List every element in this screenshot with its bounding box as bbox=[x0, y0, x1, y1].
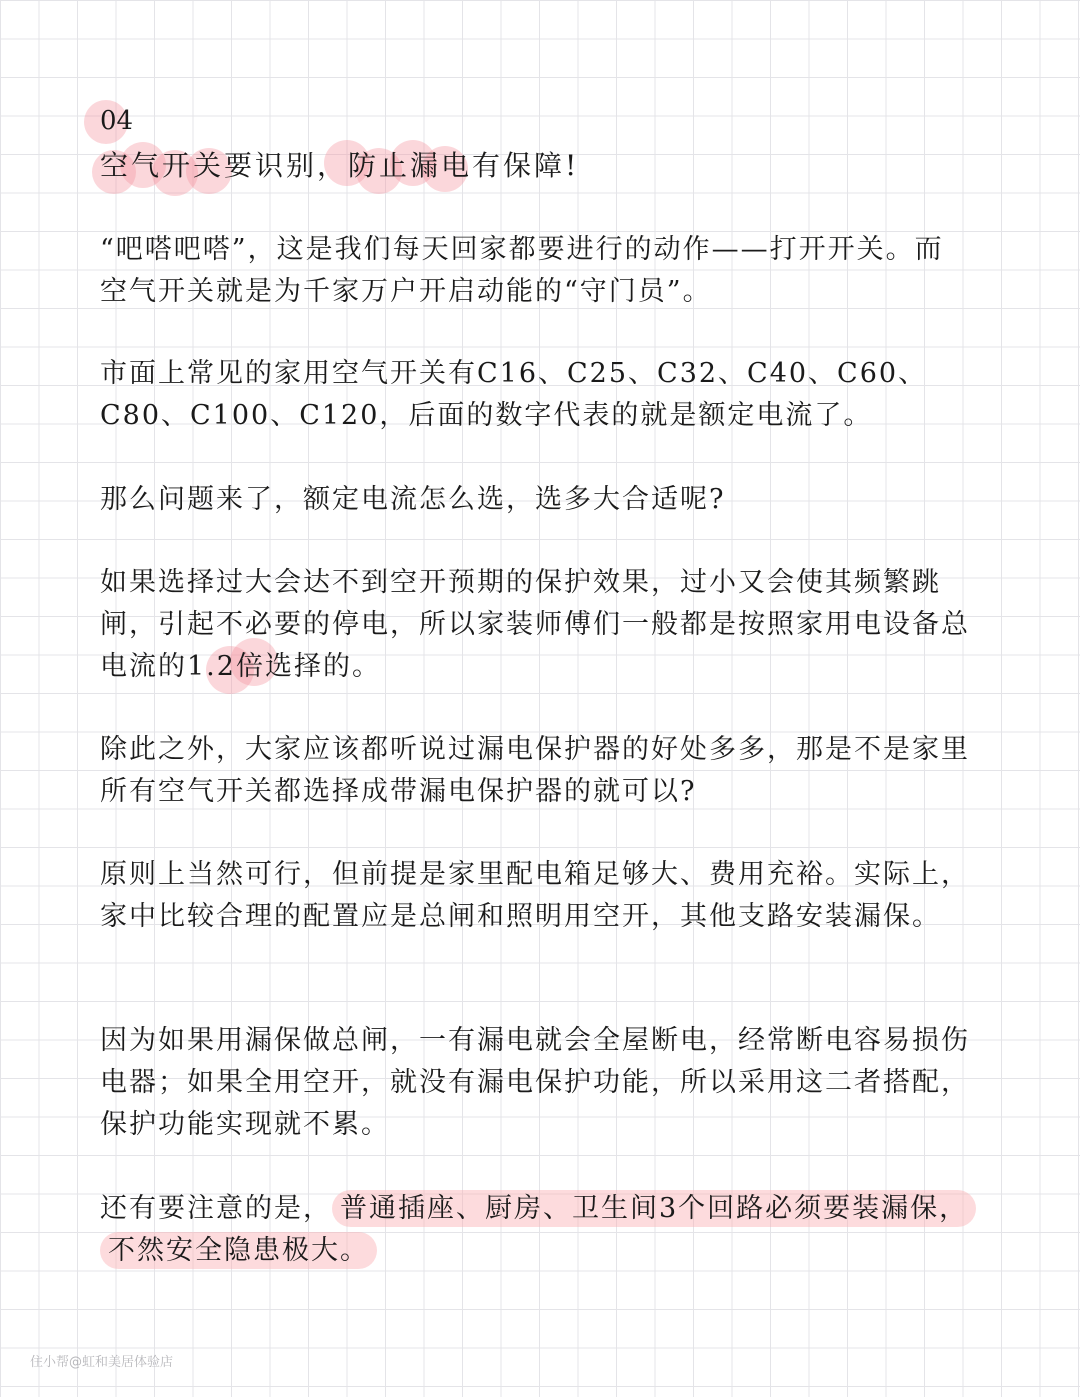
final-paragraph-prefix: 还有要注意的是， bbox=[100, 1193, 332, 1224]
paragraph-7: 因为如果用漏保做总闸，一有漏电就会全屋断电，经常断电容易损伤电器；如果全用空开，就没有漏电保护功能，所以采用这二者搭配，保护功能实现就不累。 bbox=[100, 1025, 970, 1140]
paragraph-8 bbox=[100, 1188, 970, 1272]
highlighted-warning: 普通插座、厨房、卫生间3个回路必须要装漏保，不然安全隐患极大。 bbox=[100, 1190, 976, 1269]
paragraph-3: 那么问题来了，额定电流怎么选，选多大合适呢? bbox=[100, 484, 726, 515]
watermark: 住小帮@虹和美居体验店 bbox=[30, 1355, 174, 1370]
section-title: 空气开关要识别，防止漏电有保障! bbox=[100, 149, 580, 182]
paragraph-2: 市面上常见的家用空气开关有C16、C25、C32、C40、C60、C80、C100、C120，后面的数字代表的就是额定电流了。 bbox=[100, 358, 928, 431]
paragraph-1: “吧嗒吧嗒”，这是我们每天回家都要进行的动作——打开开关。而空气开关就是为千家万户开启动能的“守门员”。 bbox=[100, 234, 944, 307]
paragraph-6: 原则上当然可行，但前提是家里配电箱足够大、费用充裕。实际上，家中比较合理的配置应是总闸和照明用空开，其他支路安装漏保。 bbox=[100, 859, 970, 932]
paragraph-4: 如果选择过大会达不到空开预期的保护效果，过小又会使其频繁跳闸，引起不必要的停电，所以家装师傅们一般都是按照家用电设备总电流的1.2倍选择的。 bbox=[100, 567, 970, 682]
paragraph-5: 除此之外，大家应该都听说过漏电保护器的好处多多，那是不是家里所有空气开关都选择成带漏电保护器的就可以? bbox=[100, 734, 970, 807]
section-number: 04 bbox=[100, 106, 134, 136]
